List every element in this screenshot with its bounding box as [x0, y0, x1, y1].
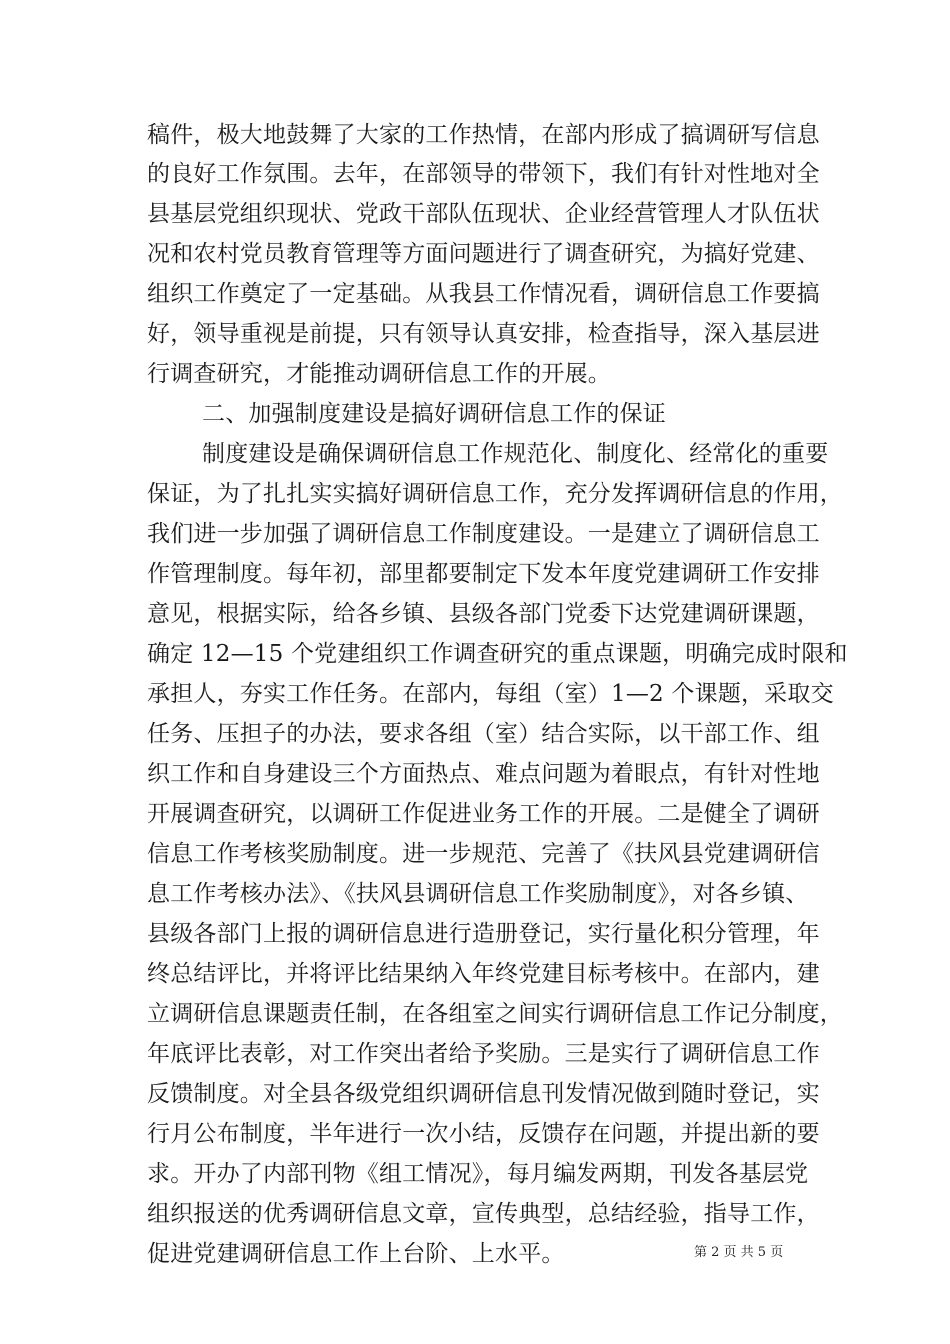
text-line: 我们进一步加强了调研信息工作制度建设。一是建立了调研信息工: [147, 521, 820, 547]
text-line: 行月公布制度，半年进行一次小结，反馈存在问题，并提出新的要: [147, 1121, 820, 1147]
text-line: 意见，根据实际，给各乡镇、县级各部门党委下达党建调研课题，: [147, 601, 820, 627]
text-line: 好，领导重视是前提，只有领导认真安排，检查指导，深入基层进: [147, 321, 820, 347]
section-heading: 二、加强制度建设是搞好调研信息工作的保证: [202, 401, 666, 427]
text-line: 促进党建调研信息工作上台阶、上水平。: [147, 1241, 565, 1267]
text-line: 县级各部门上报的调研信息进行造册登记，实行量化积分管理，年: [147, 921, 820, 947]
text-line: 稿件，极大地鼓舞了大家的工作热情，在部内形成了搞调研写信息: [147, 122, 820, 148]
text-line: 承担人，夯实工作任务。在部内，每组（室）1—2 个课题，采取交: [147, 681, 834, 707]
text-line: 年底评比表彰，对工作突出者给予奖励。三是实行了调研信息工作: [147, 1041, 820, 1067]
text-line: 信息工作考核奖励制度。进一步规范、完善了《扶风县党建调研信: [147, 841, 820, 867]
text-line: 任务、压担子的办法，要求各组（室）结合实际，以干部工作、组: [147, 721, 820, 747]
text-line: 求。开办了内部刊物《组工情况》，每月编发两期，刊发各基层党: [147, 1161, 809, 1187]
text-line: 织工作和自身建设三个方面热点、难点问题为着眼点，有针对性地: [147, 761, 820, 787]
page-number-footer: 第 2 页 共 5 页: [694, 1245, 784, 1260]
text-line: 确定 12—15 个党建组织工作调查研究的重点课题，明确完成时限和: [147, 641, 848, 667]
text-line: 息工作考核办法》、《扶风县调研信息工作奖励制度》，对各乡镇、: [147, 881, 809, 907]
text-line: 立调研信息课题责任制，在各组室之间实行调研信息工作记分制度，: [147, 1001, 843, 1027]
text-line: 县基层党组织现状、党政干部队伍现状、企业经营管理人才队伍状: [147, 201, 820, 227]
text-line: 组织报送的优秀调研信息文章，宣传典型，总结经验，指导工作，: [147, 1201, 820, 1227]
text-line: 作管理制度。每年初，部里都要制定下发本年度党建调研工作安排: [147, 561, 820, 587]
text-line: 组织工作奠定了一定基础。从我县工作情况看，调研信息工作要搞: [147, 281, 820, 307]
text-line: 况和农村党员教育管理等方面问题进行了调查研究，为搞好党建、: [147, 241, 820, 267]
text-line: 保证，为了扎扎实实搞好调研信息工作，充分发挥调研信息的作用，: [147, 481, 843, 507]
text-line: 开展调查研究，以调研工作促进业务工作的开展。二是健全了调研: [147, 801, 820, 827]
text-line: 行调查研究，才能推动调研信息工作的开展。: [147, 361, 611, 387]
text-line: 反馈制度。对全县各级党组织调研信息刊发情况做到随时登记，实: [147, 1081, 820, 1107]
text-line: 终总结评比，并将评比结果纳入年终党建目标考核中。在部内，建: [147, 961, 820, 987]
text-line: 制度建设是确保调研信息工作规范化、制度化、经常化的重要: [202, 441, 829, 467]
text-line: 的良好工作氛围。去年，在部领导的带领下，我们有针对性地对全: [147, 161, 820, 187]
